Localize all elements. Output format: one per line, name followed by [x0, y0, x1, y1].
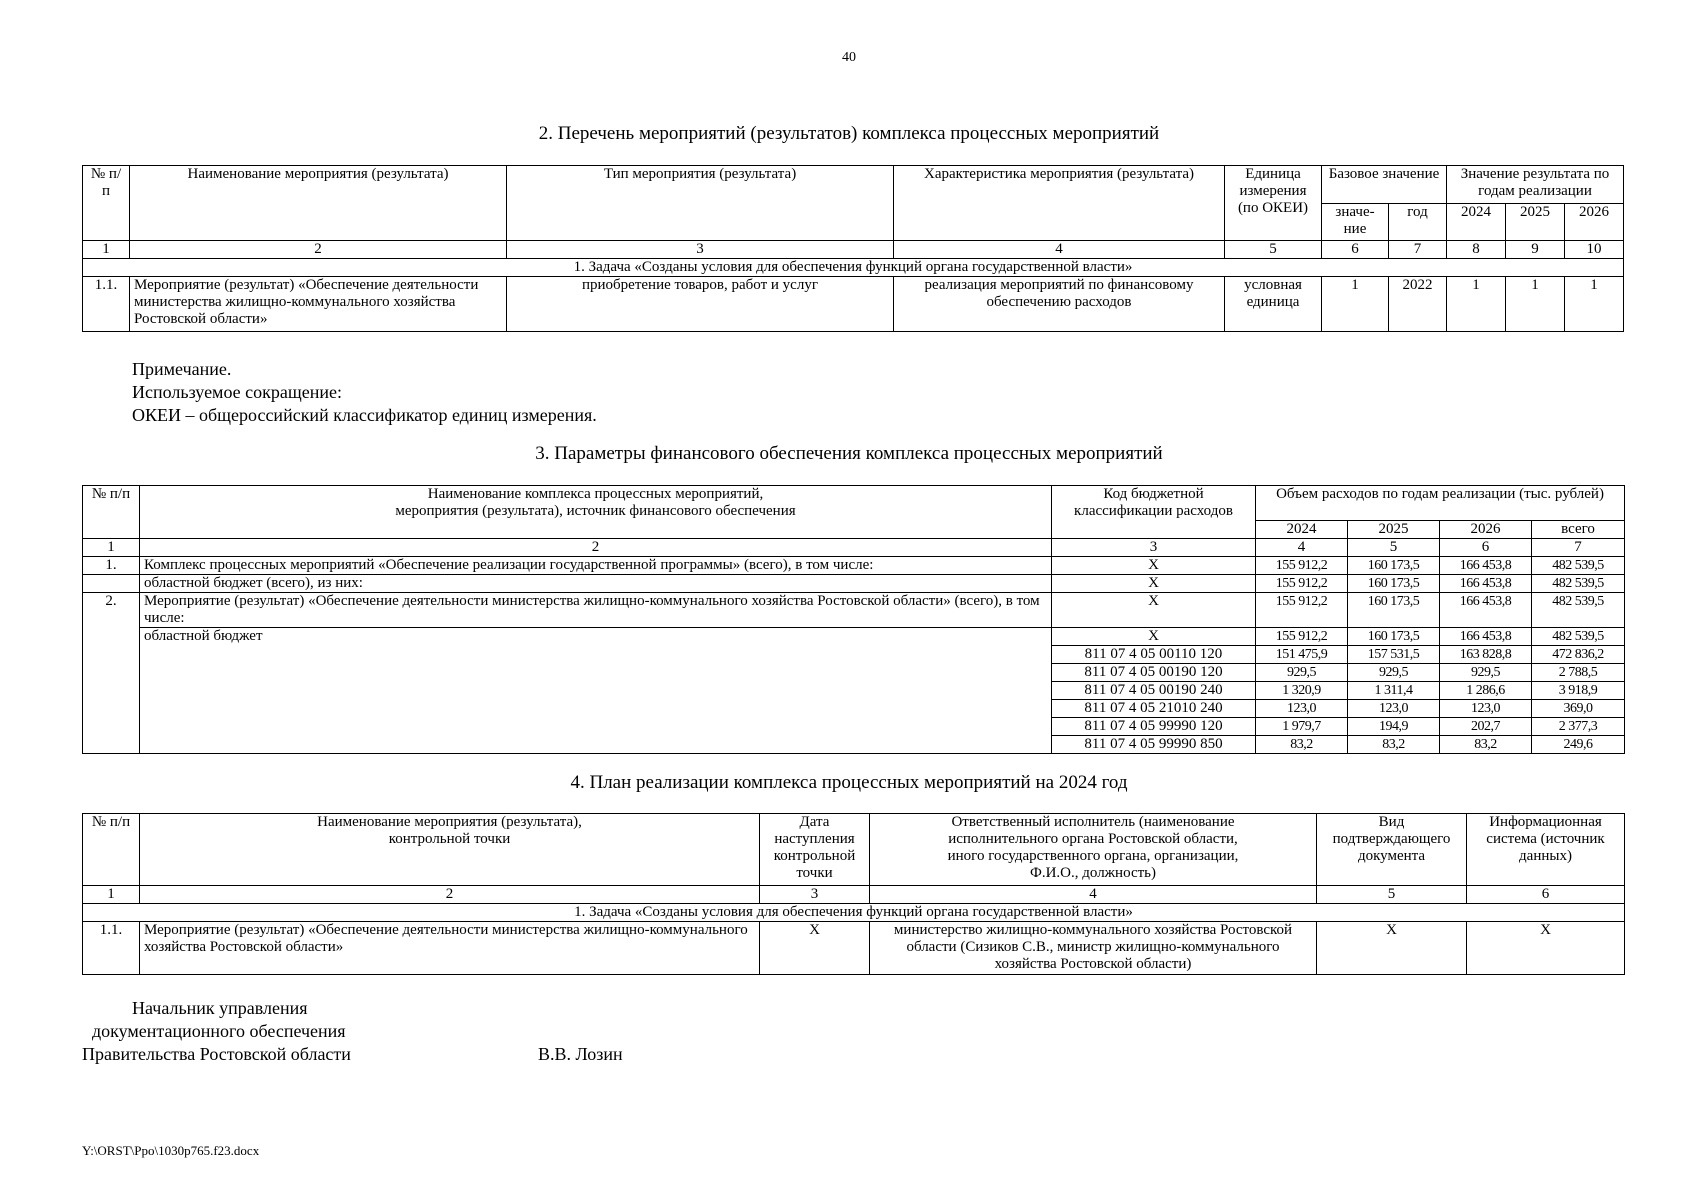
notes	[132, 358, 597, 427]
note-line: ОКЕИ – общероссийский классификатор единиц измерения.	[132, 405, 597, 425]
header-base-value: значе-ние	[1322, 204, 1389, 241]
row-value-2026: 83,2	[1440, 736, 1532, 754]
col-number: 10	[1565, 241, 1624, 259]
plan-table	[82, 813, 1625, 975]
col-number: 9	[1506, 241, 1565, 259]
row-value-2024: 1 320,9	[1256, 682, 1348, 700]
row-value-2026: 166 453,8	[1440, 575, 1532, 593]
row-unit: условная единица	[1225, 277, 1322, 332]
row-name: Мероприятие (результат) «Обеспечение деятельности министерства жилищно-коммунального хозяйства Ростовской области»	[130, 277, 507, 332]
row-value-2025: 83,2	[1348, 736, 1440, 754]
col-number: 5	[1317, 886, 1467, 904]
row-value-2025: 157 531,5	[1348, 646, 1440, 664]
header-responsible	[870, 814, 1317, 886]
row-responsible: министерство жилищно-коммунального хозяйства Ростовской области (Сизиков С.В., министр жилищно-коммунального хозяйства Ростовской области)	[870, 922, 1317, 975]
row-value-2025: 123,0	[1348, 700, 1440, 718]
header-2025: 2025	[1506, 204, 1565, 241]
task-row: 1. Задача «Созданы условия для обеспечения функций органа государственной власти»	[83, 904, 1625, 922]
header-name: Наименование мероприятия (результата)	[130, 166, 507, 241]
row-value-2025: 1 311,4	[1348, 682, 1440, 700]
header-name-line: мероприятия (результата), источник финансового обеспечения	[395, 503, 796, 519]
row-characteristic: реализация мероприятий по финансовому обеспечению расходов	[894, 277, 1225, 332]
row-total: 2 788,5	[1532, 664, 1625, 682]
page-number: 40	[842, 50, 856, 65]
row-code: 811 07 4 05 00190 240	[1052, 682, 1256, 700]
row-value-2026: 166 453,8	[1440, 557, 1532, 575]
row-value-2025: 160 173,5	[1348, 557, 1440, 575]
row-value-2025: 929,5	[1348, 664, 1440, 682]
header-responsible-line: исполнительного органа Ростовской области,	[948, 831, 1238, 847]
row-value-2026: 1 286,6	[1440, 682, 1532, 700]
header-2024: 2024	[1256, 521, 1348, 539]
row-code: 811 07 4 05 21010 240	[1052, 700, 1256, 718]
header-date: Дата наступления контрольной точки	[760, 814, 870, 886]
header-2024: 2024	[1447, 204, 1506, 241]
col-number: 2	[140, 539, 1052, 557]
row-value-2026: 1	[1565, 277, 1624, 332]
row-total: 369,0	[1532, 700, 1625, 718]
file-path: Y:\ORST\Ppo\1030p765.f23.docx	[82, 1143, 260, 1158]
col-number: 6	[1467, 886, 1625, 904]
col-number: 7	[1389, 241, 1447, 259]
finance-table	[82, 485, 1625, 754]
row-value-2024: 1	[1447, 277, 1506, 332]
header-characteristic: Характеристика мероприятия (результата)	[894, 166, 1225, 241]
col-number: 8	[1447, 241, 1506, 259]
header-years: Значение результата по годам реализации	[1447, 166, 1624, 204]
task-row: 1. Задача «Созданы условия для обеспечения функций органа государственной власти»	[83, 259, 1624, 277]
section4-title: 4. План реализации комплекса процессных мероприятий на 2024 год	[570, 772, 1128, 793]
row-code: X	[1052, 593, 1256, 628]
header-name-line: Наименование мероприятия (результата),	[317, 814, 582, 830]
row-value-2026: 163 828,8	[1440, 646, 1532, 664]
header-type: Тип мероприятия (результата)	[507, 166, 894, 241]
header-base-year: год	[1389, 204, 1447, 241]
row-base-year: 2022	[1389, 277, 1447, 332]
header-2025: 2025	[1348, 521, 1440, 539]
header-responsible-line: иного государственного органа, организации,	[947, 848, 1239, 864]
signature-block	[82, 997, 351, 1066]
row-value-2024: 155 912,2	[1256, 575, 1348, 593]
note-line: Примечание.	[132, 359, 232, 379]
header-num: № п/п	[83, 166, 130, 241]
col-number: 1	[83, 241, 130, 259]
header-info-system: Информационная система (источник данных)	[1467, 814, 1625, 886]
row-value-2025: 194,9	[1348, 718, 1440, 736]
row-value-2025: 160 173,5	[1348, 628, 1440, 646]
row-num: 1.	[83, 557, 140, 575]
header-name	[140, 486, 1052, 539]
row-total: 2 377,3	[1532, 718, 1625, 736]
row-base-value: 1	[1322, 277, 1389, 332]
row-num: 2.	[83, 593, 140, 754]
row-value-2024: 123,0	[1256, 700, 1348, 718]
row-num: 1.1.	[83, 922, 140, 975]
row-code: X	[1052, 557, 1256, 575]
row-value-2024: 151 475,9	[1256, 646, 1348, 664]
row-total: 482 539,5	[1532, 628, 1625, 646]
row-value-2025: 160 173,5	[1348, 575, 1440, 593]
row-value-2024: 83,2	[1256, 736, 1348, 754]
row-code: 811 07 4 05 00110 120	[1052, 646, 1256, 664]
header-num: № п/п	[83, 814, 140, 886]
col-number: 5	[1348, 539, 1440, 557]
row-name: Комплекс процессных мероприятий «Обеспечение реализации государственной программы» (всего), в том числе:	[140, 557, 1052, 575]
row-code: 811 07 4 05 99990 120	[1052, 718, 1256, 736]
row-info-system: X	[1467, 922, 1625, 975]
row-value-2025: 1	[1506, 277, 1565, 332]
header-unit: Единица измерения (по ОКЕИ)	[1225, 166, 1322, 241]
section3-title: 3. Параметры финансового обеспечения комплекса процессных мероприятий	[535, 443, 1163, 464]
row-code: 811 07 4 05 00190 120	[1052, 664, 1256, 682]
col-number: 4	[1256, 539, 1348, 557]
measures-table	[82, 165, 1624, 332]
header-num: № п/п	[83, 486, 140, 539]
row-document: X	[1317, 922, 1467, 975]
row-value-2024: 155 912,2	[1256, 593, 1348, 628]
row-value-2024: 929,5	[1256, 664, 1348, 682]
header-volume: Объем расходов по годам реализации (тыс. рублей)	[1256, 486, 1625, 521]
header-2026: 2026	[1565, 204, 1624, 241]
row-name: Мероприятие (результат) «Обеспечение деятельности министерства жилищно-коммунального хозяйства Ростовской области»	[140, 922, 760, 975]
col-number: 2	[140, 886, 760, 904]
header-name-line: Наименование комплекса процессных мероприятий,	[427, 486, 764, 502]
col-number: 4	[870, 886, 1317, 904]
note-line: Используемое сокращение:	[132, 382, 342, 402]
row-value-2026: 166 453,8	[1440, 628, 1532, 646]
row-value-2025: 160 173,5	[1348, 593, 1440, 628]
col-number: 6	[1322, 241, 1389, 259]
row-num	[83, 575, 140, 593]
row-total: 482 539,5	[1532, 557, 1625, 575]
col-number: 3	[760, 886, 870, 904]
row-value-2024: 1 979,7	[1256, 718, 1348, 736]
col-number: 5	[1225, 241, 1322, 259]
row-value-2026: 202,7	[1440, 718, 1532, 736]
header-responsible-line: Ф.И.О., должность)	[1030, 865, 1156, 881]
col-number: 2	[130, 241, 507, 259]
header-name-line: контрольной точки	[388, 831, 511, 847]
signature-name: В.В. Лозин	[538, 1044, 623, 1064]
col-number: 3	[1052, 539, 1256, 557]
signature-line: Начальник управления	[132, 998, 308, 1018]
row-total: 249,6	[1532, 736, 1625, 754]
row-name: областной бюджет (всего), из них:	[140, 575, 1052, 593]
row-name: Мероприятие (результат) «Обеспечение деятельности министерства жилищно-коммунального хозяйства Ростовской области» (всего), в том числе:	[140, 593, 1052, 628]
col-number: 1	[83, 886, 140, 904]
header-responsible-line: Ответственный исполнитель (наименование	[951, 814, 1235, 830]
col-number: 1	[83, 539, 140, 557]
header-base: Базовое значение	[1322, 166, 1447, 204]
signature-line: документационного обеспечения	[92, 1021, 346, 1041]
row-date: X	[760, 922, 870, 975]
col-number: 7	[1532, 539, 1625, 557]
row-type: приобретение товаров, работ и услуг	[507, 277, 894, 332]
row-code: 811 07 4 05 99990 850	[1052, 736, 1256, 754]
header-total: всего	[1532, 521, 1625, 539]
signature-line: Правительства Ростовской области	[82, 1044, 351, 1064]
row-value-2026: 123,0	[1440, 700, 1532, 718]
row-value-2026: 929,5	[1440, 664, 1532, 682]
row-code: X	[1052, 575, 1256, 593]
row-total: 472 836,2	[1532, 646, 1625, 664]
row-value-2024: 155 912,2	[1256, 628, 1348, 646]
row-value-2024: 155 912,2	[1256, 557, 1348, 575]
header-document: Вид подтверждающего документа	[1317, 814, 1467, 886]
row-name: областной бюджет	[140, 628, 1052, 754]
header-2026: 2026	[1440, 521, 1532, 539]
row-total: 3 918,9	[1532, 682, 1625, 700]
col-number: 3	[507, 241, 894, 259]
col-number: 6	[1440, 539, 1532, 557]
header-code: Код бюджетной классификации расходов	[1052, 486, 1256, 539]
row-num: 1.1.	[83, 277, 130, 332]
row-total: 482 539,5	[1532, 593, 1625, 628]
row-code: X	[1052, 628, 1256, 646]
row-total: 482 539,5	[1532, 575, 1625, 593]
header-name	[140, 814, 760, 886]
col-number: 4	[894, 241, 1225, 259]
section2-title: 2. Перечень мероприятий (результатов) комплекса процессных мероприятий	[538, 123, 1160, 144]
row-value-2026: 166 453,8	[1440, 593, 1532, 628]
